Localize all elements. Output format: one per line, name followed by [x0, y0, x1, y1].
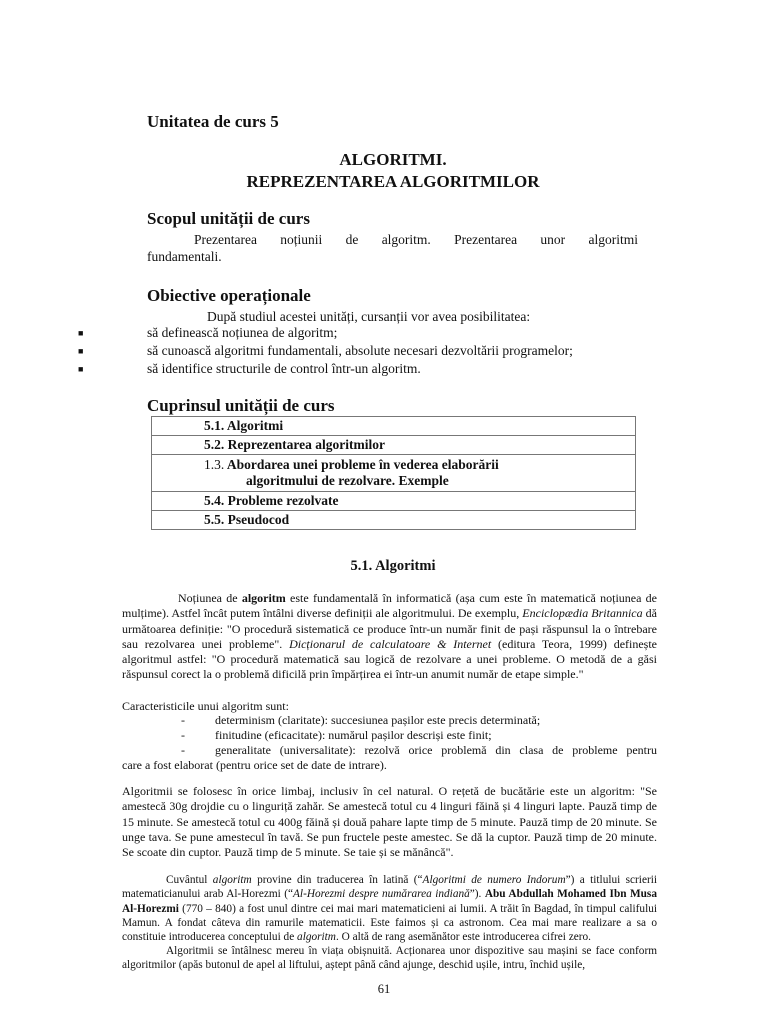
dash-bullet: - [181, 713, 185, 727]
contents-item: 5.1. Algoritmi [152, 417, 636, 436]
contents-item: 5.5. Pseudocod [152, 511, 636, 530]
unit-heading: Unitatea de curs 5 [147, 112, 279, 131]
contents-item: 5.2. Reprezentarea algoritmilor [152, 436, 636, 455]
bullet-icon: ■ [78, 328, 84, 338]
scope-text-line1: Prezentarea noțiunii de algoritm. Prezentarea unor algoritmi [194, 232, 638, 247]
contents-row [152, 511, 636, 530]
contents-item: 5.4. Probleme rezolvate [152, 492, 636, 511]
scope-text-line2: fundamentali. [147, 249, 222, 264]
everyday-algorithms-paragraph: Algoritmii se întâlnesc mereu în viața obișnuită. Acționarea unor dispozitive sau mașini se face conform algoritmilor (apăs butonul de apel al liftului, aștept până când ajunge, deschid ușile, intru, închid ușile, [122, 945, 657, 972]
page-number: 61 [377, 982, 391, 996]
contents-row [152, 417, 636, 436]
scope-heading: Scopul unității de curs [147, 209, 310, 228]
etymology-paragraph: Cuvântul algoritm provine din traducerea în latină (“Algoritmi de numero Indorum”) a titlului scrierii matematicianului arab Al-Horezmi (“Al-Horezmi despre numărarea indiană”). Abu Abdullah Mohamed Ibn Musa Al-Horezmi (770 – 840) a fost unul dintre cei mai mari matematicieni ai lumii. A trăit în Bagdad, în timpul califului Mamun. A fondat câteva din ramurile matematicii. Este faimos și ca astronom. Cea mai mare realizare a sa o constituie introducerea conceptului de algoritm. O altă de rang asemănător este introducerea cifrei zero. [122, 874, 658, 944]
contents-item-line1: Abordarea unei probleme în vederea elaborării [226, 457, 499, 472]
objectives-intro: După studiul acestei unități, cursanții vor avea posibilitatea: [207, 309, 531, 324]
section-heading: 5.1. Algoritmi [350, 558, 436, 574]
dash-bullet: - [181, 728, 185, 742]
contents-item [152, 455, 636, 492]
chapter-title-line2: REPREZENTAREA ALGORITMILOR [246, 172, 540, 191]
recipe-paragraph: Algoritmii se folosesc în orice limbaj, inclusiv în cel natural. O rețetă de bucătărie este un algoritm: "Se amestecă 30g drojdie cu o linguriță zahăr. Se amestecă totul cu 4 linguri făină și 4 linguri lapte. Pauză timp de 15 minute. Se amestecă totul cu 400g făină și două pahare lapte timp de 5 minute. Pauză timp de 20 minute. Se unge tava. Se pune amestecul în tavă. Se pun fructele peste amestec. Se dă la cuptor. Pauză timp de 20 minute. Se scoate din cuptor. Pauză timp de 5 minute. Se taie și se mănâncă". [122, 784, 657, 860]
bullet-icon: ■ [78, 346, 84, 356]
contents-row [152, 436, 636, 455]
characteristic-text: generalitate (universalitate): rezolvă orice problemă din clasa de probleme pentru [215, 743, 657, 757]
chapter-title-line1: ALGORITMI. [339, 150, 447, 169]
objective-text: să definească noțiunea de algoritm; [147, 325, 338, 340]
objectives-heading: Obiective operaționale [147, 286, 311, 305]
objective-text: să cunoască algoritmi fundamentali, absolute necesari dezvoltării programelor; [147, 343, 573, 358]
characteristics-intro: Caracteristicile unui algoritm sunt: [122, 699, 289, 713]
contents-row [152, 492, 636, 511]
contents-heading: Cuprinsul unității de curs [147, 396, 335, 415]
characteristic-text: determinism (claritate): succesiunea pașilor este precis determinată; [215, 713, 541, 727]
bullet-icon: ■ [78, 364, 84, 374]
characteristic-continuation: care a fost elaborat (pentru orice set de date de intrare). [122, 758, 387, 772]
contents-item-number: 1.3. [204, 457, 225, 472]
contents-row [152, 455, 636, 492]
contents-item-line2: algoritmului de rezolvare. Exemple [246, 473, 449, 488]
objective-text: să identifice structurile de control într-un algoritm. [147, 361, 421, 376]
dash-bullet: - [181, 743, 185, 757]
contents-table [151, 416, 636, 530]
definition-paragraph: Noțiunea de algoritm este fundamentală în informatică (așa cum este în matematică noțiunea de mulțime). Astfel încât putem întâlni diverse definiții ale algoritmului. De exemplu, Enciclopædia Britannica dă următoarea definiție: "O procedură sistematică ce produce într-un număr finit de pași răspunsul la o întrebare sau rezolvarea unei probleme". Dicționarul de calculatoare & Internet (editura Teora, 1999) definește algoritmul astfel: "O procedură matematică sau logică de rezolvare a unei probleme. O metodă de a găsi răspunsul corect la o problemă dificilă prin împărțirea ei într-un anumit număr de etape simple." [122, 591, 658, 682]
characteristic-text: finitudine (eficacitate): numărul pașilor descriși este finit; [215, 728, 492, 742]
